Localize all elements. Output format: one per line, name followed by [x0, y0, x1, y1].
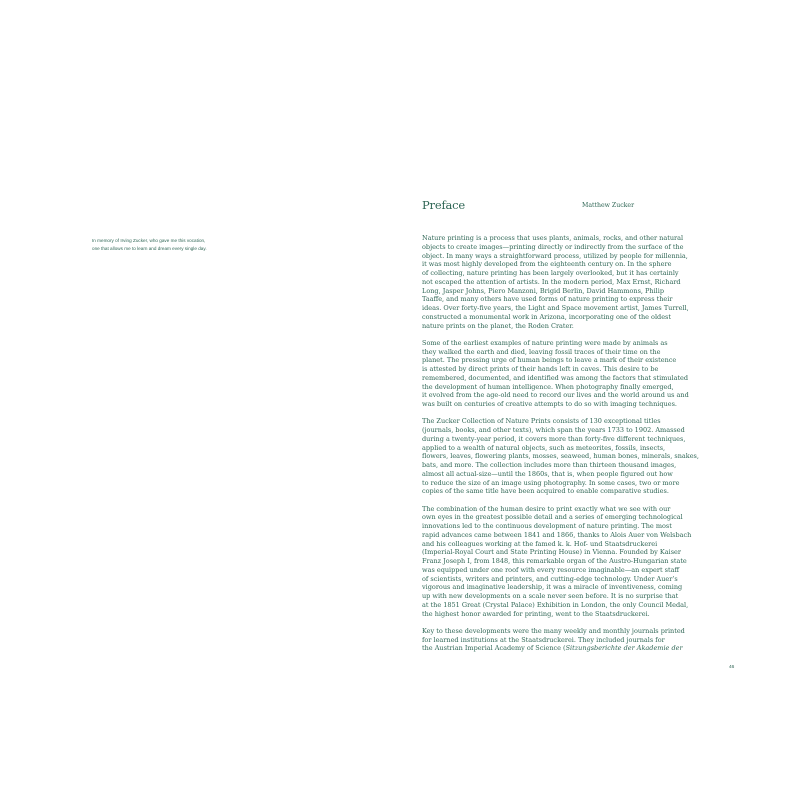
dedication-line-2: one that allows me to learn and dream every single day.	[92, 245, 207, 251]
dedication-line-1: In memory of Irving Zucker, who gave me this vocation,	[92, 238, 206, 243]
text-line: (Imperial-Royal Court and State Printing House) in Vienna. Founded by Kaiser	[422, 548, 682, 557]
journal-title-italic: Sitzungsberichte der Akademie der	[565, 644, 683, 653]
text-line	[422, 644, 692, 653]
text-line: to reduce the size of an image using photography. In some cases, two or more	[422, 478, 680, 487]
text-line: constructed a monumental work in Arizona, incorporating one of the oldest	[422, 312, 672, 321]
text-line: almost all actual-size—until the 1860s, that is, when people figured out how	[422, 469, 673, 478]
text-line: Taaffe, and many others have used forms of nature printing to express their	[422, 295, 673, 304]
text-line: object. In many ways a straightforward process, utilized by people for millennia,	[422, 251, 688, 260]
text-line: Some of the earliest examples of nature printing were made by animals as	[422, 338, 668, 347]
text-line: applied to a wealth of natural objects, such as meteorites, fossils, insects,	[422, 443, 666, 452]
text-line: was equipped under one roof with every resource imaginable—an expert staff	[422, 565, 680, 574]
text-line: innovations led to the continuous development of nature printing. The most	[422, 522, 672, 530]
text-line: during a twenty-year period, it covers more than forty-five different techniques,	[422, 434, 686, 443]
preface-title: Preface	[422, 198, 465, 212]
text-line: for learned institutions at the Staatsdruckerei. They included journals for	[422, 635, 665, 644]
text-line: The combination of the human desire to print exactly what we see with our	[422, 504, 671, 513]
text-line: it evolved from the age-old need to record our lives and the world around us and	[422, 391, 689, 400]
text-line: the development of human intelligence. When photography finally emerged,	[422, 382, 674, 391]
text-line: rapid advances came between 1841 and 1866, thanks to Alois Auer von Welsbach	[422, 530, 692, 539]
text-line: and his colleagues working at the famed k. k. Hof- und Staatsdruckerei	[422, 539, 658, 548]
text-line: own eyes in the greatest possible detail and a series of emerging technological	[422, 513, 683, 522]
text-line: vigorous and imaginative leadership, it was a miracle of inventiveness, coming	[422, 583, 683, 592]
text-line: (journals, books, and other texts), which span the years 1733 to 1902. Amassed	[422, 426, 685, 434]
preface-body	[422, 234, 699, 662]
text-line: Key to these developments were the many weekly and monthly journals printed	[422, 626, 685, 635]
paragraph-2	[422, 339, 692, 409]
text-line: of scientists, writers and printers, and cutting-edge technology. Under Auer’s	[422, 574, 678, 583]
text-line: is attested by direct prints of their hands left in caves. This desire to be	[422, 365, 659, 373]
text-line: nature prints on the planet, the Roden Crater.	[422, 321, 574, 330]
text-line: Franz Joseph I, from 1848, this remarkable organ of the Austro-Hungarian state	[422, 557, 687, 565]
text-line: remembered, documented, and identified was among the factors that stimulated	[422, 373, 689, 382]
text-line: copies of the same title have been acquired to enable comparative studies.	[422, 487, 669, 496]
text-line-prefix: the Austrian Imperial Academy of Science (	[422, 644, 566, 653]
text-line: planet. The pressing urge of human beings to leave a mark of their existence	[422, 356, 677, 365]
text-line: Long, Jasper Johns, Piero Manzoni, Brigid Berlin, David Hammons, Philip	[422, 286, 665, 295]
text-line: they walked the earth and died, leaving fossil traces of their time on the	[422, 347, 661, 356]
text-line: it was most highly developed from the eighteenth century on. In the sphere	[422, 260, 672, 269]
text-line: objects to create images—printing directly or indirectly from the surface of the	[422, 242, 684, 251]
text-line: of collecting, nature printing has been largely overlooked, but it has certainly	[422, 269, 679, 277]
text-line: The Zucker Collection of Nature Prints consists of 130 exceptional titles	[422, 417, 661, 426]
text-line: at the 1851 Great (Crystal Palace) Exhibition in London, the only Council Medal,	[422, 600, 689, 609]
text-line: the highest honor awarded for printing, went to the Staatsdruckerei.	[422, 609, 650, 618]
paragraph-1	[422, 234, 692, 330]
text-line: up with new developments on a scale never seen before. It is no surprise that	[422, 592, 679, 600]
text-line: flowers, leaves, flowering plants, mosses, seaweed, human bones, minerals, snakes,	[422, 452, 699, 461]
text-line: not escaped the attention of artists. In the modern period, Max Ernst, Richard	[422, 277, 681, 286]
text-line: was built on centuries of creative attempts to do so with imaging techniques.	[422, 400, 677, 408]
text-line: ideas. Over forty-five years, the Light and Space movement artist, James Turrell,	[422, 304, 689, 312]
page-number: 46	[729, 665, 735, 670]
paragraph-4	[422, 505, 692, 619]
paragraph-5	[422, 627, 692, 653]
paragraph-3	[422, 417, 699, 496]
dedication	[92, 237, 232, 253]
text-line: bats, and more. The collection includes more than thirteen thousand images,	[422, 461, 677, 469]
author-byline: Matthew Zucker	[582, 202, 635, 209]
text-line: Nature printing is a process that uses plants, animals, rocks, and other natural	[422, 234, 684, 242]
